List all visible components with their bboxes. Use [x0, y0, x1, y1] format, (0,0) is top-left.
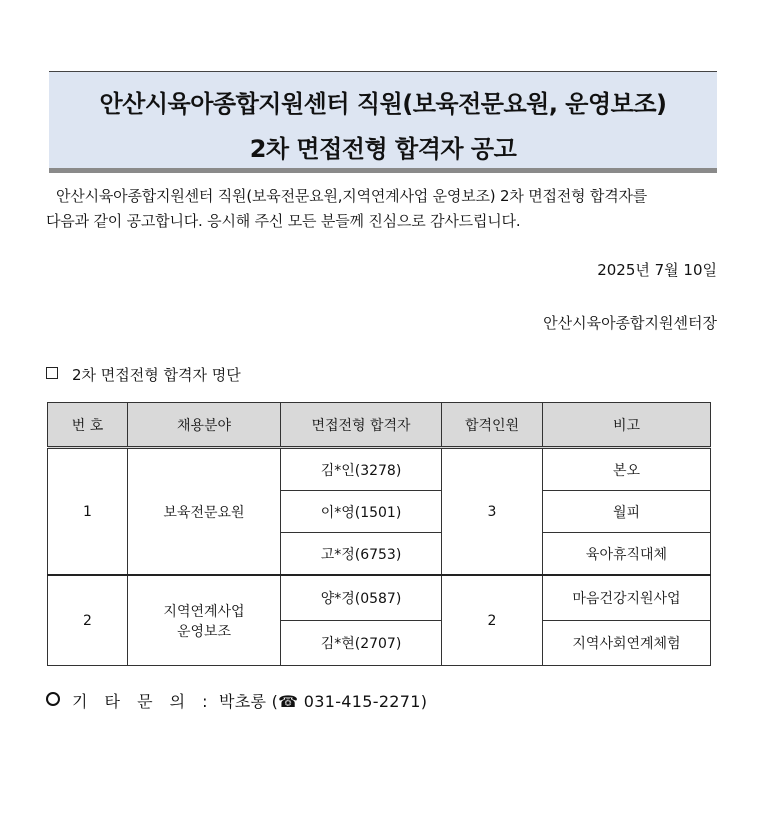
checkbox-square-icon [46, 367, 58, 379]
group-number: 1 [48, 448, 128, 576]
passer-name: 고*정(6753) [281, 533, 442, 576]
intro-line-2: 다음과 같이 공고합니다. 응시해 주신 모든 분들께 진심으로 감사드립니다. [46, 212, 521, 230]
passer-note: 본오 [543, 448, 711, 491]
signature: 안산시육아종합지원센터장 [543, 314, 717, 332]
group-count: 3 [442, 448, 543, 576]
passer-note: 육아휴직대체 [543, 533, 711, 576]
passer-name: 양*경(0587) [281, 575, 442, 621]
table-row [48, 448, 711, 491]
header-count: 합격인원 [442, 403, 543, 448]
passer-note: 월피 [543, 491, 711, 533]
title-box [49, 71, 717, 173]
title-line-2: 2차 면접전형 합격자 공고 [249, 135, 517, 163]
passer-note: 지역사회연계체험 [543, 621, 711, 666]
announcement-date: 2025년 7월 10일 [597, 261, 717, 279]
table-row [48, 575, 711, 621]
contact-label: 기 타 문 의 : [72, 692, 214, 711]
group-field-line-2: 운영보조 [176, 623, 232, 640]
roster-table [47, 402, 711, 666]
intro-paragraph [46, 184, 736, 234]
phone-icon: ☎ [278, 692, 299, 711]
passer-name: 김*현(2707) [281, 621, 442, 666]
group-field-line-1: 지역연계사업 [163, 603, 245, 620]
passer-note: 마음건강지원사업 [543, 575, 711, 621]
header-no: 번 호 [48, 403, 128, 448]
contact-person: 박초롱 [218, 692, 267, 711]
group-count: 2 [442, 575, 543, 666]
section-title: 2차 면접전형 합격자 명단 [72, 366, 241, 384]
header-field: 채용분야 [128, 403, 281, 448]
header-name: 면접전형 합격자 [281, 403, 442, 448]
intro-line-1: 안산시육아종합지원센터 직원(보육전문요원,지역연계사업 운영보조) 2차 면접전형 합격자를 [56, 187, 648, 205]
passer-name: 김*인(3278) [281, 448, 442, 491]
group-field [128, 575, 281, 666]
header-note: 비고 [543, 403, 711, 448]
group-field: 보육전문요원 [128, 448, 281, 576]
bullet-circle-icon [46, 692, 60, 706]
contact-phone: 031-415-2271 [303, 692, 421, 711]
section-heading [46, 364, 241, 385]
title-line-1: 안산시육아종합지원센터 직원(보육전문요원, 운영보조) [99, 90, 667, 118]
passer-name: 이*영(1501) [281, 491, 442, 533]
table-header-row [48, 403, 711, 448]
group-number: 2 [48, 575, 128, 666]
contact-line: 기 타 문 의 : 박초롱 (☎ 031-415-2271) [46, 689, 427, 712]
